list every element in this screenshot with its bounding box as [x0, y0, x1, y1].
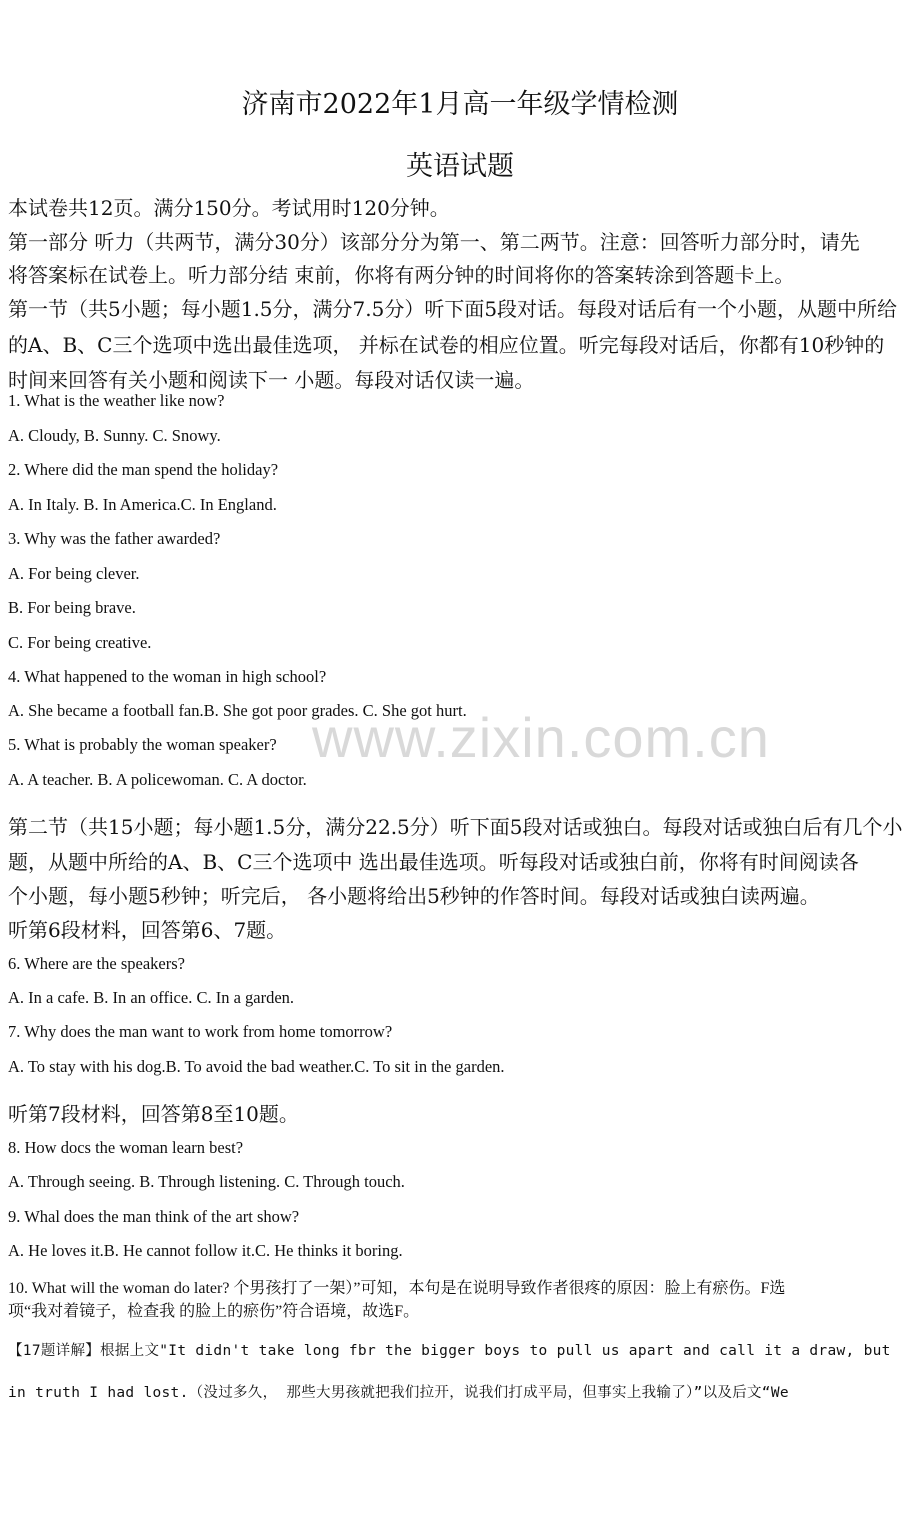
question-8: 8. How docs the woman learn best? [8, 1138, 244, 1157]
question-10: 10. What will the woman do later? 个男孩打了一架）”可知，本句是在说明导致作者很疼的原因：脸上有瘀伤。F选 [8, 1280, 786, 1297]
watermark: www.zixin.com.cn [312, 706, 770, 769]
section1-instruction-line3: 时间来回答有关小题和阅读下一 小题。每段对话仅读一遍。 [8, 368, 535, 392]
question-6: 6. Where are the speakers? [8, 954, 185, 973]
exam-intro: 本试卷共12页。满分150分。考试用时120分钟。 [8, 196, 450, 220]
question-2-options: A. In Italy. B. In America.C. In England. [8, 495, 277, 514]
question-4: 4. What happened to the woman in high school? [8, 667, 327, 686]
question-9-options: A. He loves it.B. He cannot follow it.C. He thinks it boring. [8, 1241, 403, 1260]
section1-instruction-line1: 第一节（共5小题；每小题1.5分，满分7.5分）听下面5段对话。每段对话后有一个小题，从题中所给 [8, 297, 898, 321]
part1-instruction-line2: 将答案标在试卷上。听力部分结 束前，你将有两分钟的时间将你的答案转涂到答题卡上。 [8, 263, 795, 287]
question-1: 1. What is the weather like now? [8, 391, 225, 410]
explanation-line2: in truth I had lost.（没过多久， 那些大男孩就把我们拉开，说我们打成平局，但事实上我输了）”以及后文“We [8, 1385, 789, 1401]
question-3-option-c: C. For being creative. [8, 633, 152, 652]
question-1-options: A. Cloudy, B. Sunny. C. Snowy. [8, 426, 221, 445]
part1-instruction-line1: 第一部分 听力（共两节，满分30分）该部分分为第一、第二两节。注意：回答听力部分时，请先 [8, 230, 860, 254]
explanation-line1: 【17题详解】根据上文"It didn't take long fbr the bigger boys to pull us apart and call it a draw, but [8, 1343, 891, 1359]
question-3: 3. Why was the father awarded? [8, 529, 221, 548]
question-5-options: A. A teacher. B. A policewoman. C. A doctor. [8, 770, 307, 789]
exam-title: 济南市2022年1月高一年级学情检测 [241, 89, 679, 120]
section2-instruction-line2: 题，从题中所给的A、B、C三个选项中 选出最佳选项。听每段对话或独白前，你将有时间阅读各 [8, 850, 859, 874]
section2-instruction-line1: 第二节（共15小题；每小题1.5分，满分22.5分）听下面5段对话或独白。每段对话或独白后有几个小 [8, 815, 903, 839]
question-4-options: A. She became a football fan.B. She got poor grades. C. She got hurt. [8, 701, 467, 720]
question-9: 9. Whal does the man think of the art show? [8, 1207, 300, 1226]
exam-subtitle: 英语试题 [406, 151, 514, 182]
question-2: 2. Where did the man spend the holiday? [8, 460, 279, 479]
listen-material-6: 听第6段材料，回答第6、7题。 [8, 918, 287, 942]
section2-instruction-line3: 个小题，每小题5秒钟；听完后， 各小题将给出5秒钟的作答时间。每段对话或独白读两遍。 [8, 884, 820, 908]
section1-instruction-line2: 的A、B、C三个选项中选出最佳选项， 并标在试卷的相应位置。听完每段对话后，你都有10秒钟的 [8, 333, 885, 357]
question-10-continued: 项“我对着镜子，检查我 的脸上的瘀伤”符合语境，故选F。 [8, 1303, 420, 1320]
listen-material-7: 听第7段材料，回答第8至10题。 [8, 1102, 299, 1126]
question-3-option-a: A. For being clever. [8, 564, 140, 583]
question-8-options: A. Through seeing. B. Through listening. C. Through touch. [8, 1172, 405, 1191]
question-3-option-b: B. For being brave. [8, 598, 136, 617]
question-7-options: A. To stay with his dog.B. To avoid the bad weather.C. To sit in the garden. [8, 1057, 505, 1076]
question-7: 7. Why does the man want to work from home tomorrow? [8, 1022, 393, 1041]
question-6-options: A. In a cafe. B. In an office. C. In a garden. [8, 988, 295, 1007]
question-5: 5. What is probably the woman speaker? [8, 735, 277, 754]
